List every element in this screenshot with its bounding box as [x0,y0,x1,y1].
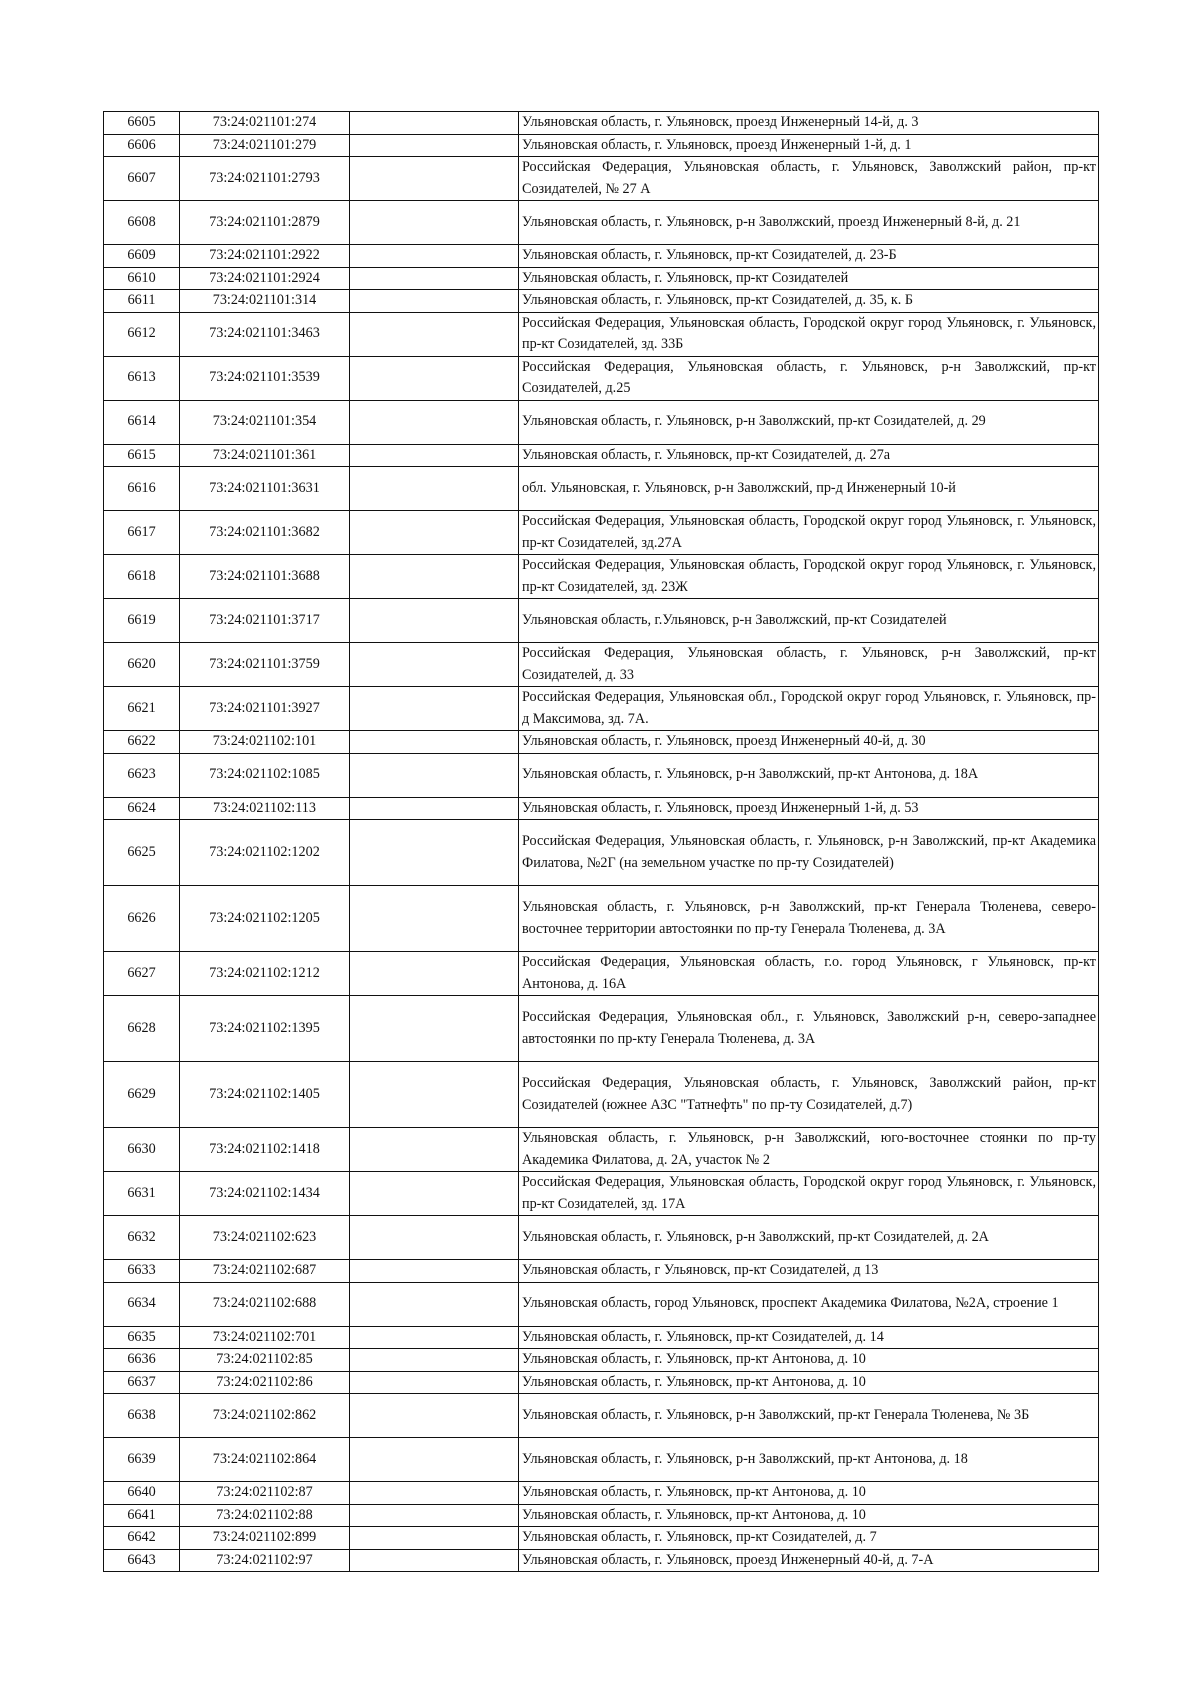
row-number: 6642 [104,1527,180,1550]
cadastral-number: 73:24:021102:101 [180,731,350,754]
row-number: 6626 [104,886,180,952]
row-number: 6625 [104,820,180,886]
empty-cell [350,687,519,731]
address: Ульяновская область, г. Ульяновск, пр-кт Созидателей, д. 23-Б [519,245,1099,268]
address: Ульяновская область, г. Ульяновск, пр-кт Созидателей, д. 14 [519,1326,1099,1349]
table-row [104,1371,1099,1394]
address: Российская Федерация, Ульяновская область, г. Ульяновск, Заволжский район, пр-кт Созидателей (южнее АЗС "Татнефть" по пр-ту Созидателей, д.7) [519,1062,1099,1128]
cadastral-number: 73:24:021102:1205 [180,886,350,952]
address: Ульяновская область, г. Ульяновск, р-н Заволжский, проезд Инженерный 8-й, д. 21 [519,201,1099,245]
table-row [104,952,1099,996]
table-row [104,444,1099,467]
empty-cell [350,1549,519,1572]
cadastral-number: 73:24:021102:1202 [180,820,350,886]
empty-cell [350,1282,519,1326]
address: Ульяновская область, г. Ульяновск, пр-кт Созидателей, д. 35, к. Б [519,290,1099,313]
row-number: 6628 [104,996,180,1062]
table-row [104,1549,1099,1572]
cadastral-number: 73:24:021102:1434 [180,1172,350,1216]
row-number: 6607 [104,157,180,201]
empty-cell [350,820,519,886]
empty-cell [350,467,519,511]
cadastral-number: 73:24:021102:1395 [180,996,350,1062]
address: Ульяновская область, г. Ульяновск, р-н Заволжский, пр-кт Созидателей, д. 29 [519,400,1099,444]
row-number: 6630 [104,1128,180,1172]
cadastral-number: 73:24:021101:2793 [180,157,350,201]
row-number: 6623 [104,753,180,797]
table-row [104,1438,1099,1482]
table-row [104,1326,1099,1349]
cadastral-number: 73:24:021101:3759 [180,643,350,687]
address: Ульяновская область, г. Ульяновск, проезд Инженерный 1-й, д. 53 [519,797,1099,820]
row-number: 6621 [104,687,180,731]
table-row [104,731,1099,754]
address: Российская Федерация, Ульяновская область, г. Ульяновск, р-н Заволжский, пр-кт Созидателей, д. 33 [519,643,1099,687]
cadastral-number: 73:24:021102:701 [180,1326,350,1349]
row-number: 6613 [104,356,180,400]
row-number: 6640 [104,1482,180,1505]
table-row [104,312,1099,356]
address: Ульяновская область, г. Ульяновск, пр-кт Созидателей, д. 27а [519,444,1099,467]
empty-cell [350,1504,519,1527]
table-row [104,201,1099,245]
empty-cell [350,290,519,313]
table-row [104,886,1099,952]
table-row [104,643,1099,687]
row-number: 6631 [104,1172,180,1216]
row-number: 6636 [104,1349,180,1372]
row-number: 6609 [104,245,180,268]
cadastral-number: 73:24:021102:899 [180,1527,350,1550]
cadastral-number: 73:24:021101:3539 [180,356,350,400]
row-number: 6617 [104,511,180,555]
table-row [104,112,1099,135]
address: Российская Федерация, Ульяновская обл., г. Ульяновск, Заволжский р-н, северо-западнее автостоянки по пр-кту Генерала Тюленева, д. 3А [519,996,1099,1062]
address: Российская Федерация, Ульяновская область, г. Ульяновск, Заволжский район, пр-кт Созидателей, № 27 А [519,157,1099,201]
row-number: 6611 [104,290,180,313]
cadastral-number: 73:24:021102:623 [180,1216,350,1260]
row-number: 6622 [104,731,180,754]
address: Ульяновская область, город Ульяновск, проспект Академика Филатова, №2А, строение 1 [519,1282,1099,1326]
cadastral-number: 73:24:021102:1418 [180,1128,350,1172]
address: Ульяновская область, г. Ульяновск, пр-кт Антонова, д. 10 [519,1504,1099,1527]
cadastral-number: 73:24:021102:862 [180,1394,350,1438]
row-number: 6619 [104,599,180,643]
cadastral-number: 73:24:021102:864 [180,1438,350,1482]
cadastral-number: 73:24:021101:279 [180,134,350,157]
cadastral-number: 73:24:021102:86 [180,1371,350,1394]
row-number: 6606 [104,134,180,157]
row-number: 6624 [104,797,180,820]
address: Ульяновская область, г. Ульяновск, р-н Заволжский, юго-восточнее стоянки по пр-ту Академика Филатова, д. 2А, участок № 2 [519,1128,1099,1172]
table-row [104,555,1099,599]
table-row [104,996,1099,1062]
empty-cell [350,952,519,996]
address: Российская Федерация, Ульяновская область, Городской округ город Ульяновск, г. Ульяновск, пр-кт Созидателей, зд. 23Ж [519,555,1099,599]
address: Ульяновская область, г Ульяновск, пр-кт Созидателей, д 13 [519,1260,1099,1283]
row-number: 6633 [104,1260,180,1283]
table-row [104,1172,1099,1216]
table-row [104,1527,1099,1550]
empty-cell [350,245,519,268]
table-row [104,467,1099,511]
empty-cell [350,511,519,555]
address: Ульяновская область, г. Ульяновск, проезд Инженерный 40-й, д. 7-А [519,1549,1099,1572]
cadastral-number: 73:24:021101:3682 [180,511,350,555]
row-number: 6627 [104,952,180,996]
empty-cell [350,1172,519,1216]
table-row [104,134,1099,157]
address: Ульяновская область, г. Ульяновск, пр-кт Созидателей [519,267,1099,290]
empty-cell [350,886,519,952]
row-number: 6616 [104,467,180,511]
table-row [104,1216,1099,1260]
table-row [104,820,1099,886]
empty-cell [350,1482,519,1505]
address: Российская Федерация, Ульяновская область, Городской округ город Ульяновск, г. Ульяновск, пр-кт Созидателей, зд. 17А [519,1172,1099,1216]
cadastral-number: 73:24:021102:688 [180,1282,350,1326]
table-row [104,687,1099,731]
address: Российская Федерация, Ульяновская область, г.о. город Ульяновск, г Ульяновск, пр-кт Антонова, д. 16А [519,952,1099,996]
row-number: 6620 [104,643,180,687]
cadastral-number: 73:24:021102:1405 [180,1062,350,1128]
row-number: 6615 [104,444,180,467]
table-row [104,267,1099,290]
cadastral-table [103,111,1099,1572]
table-row [104,1282,1099,1326]
cadastral-number: 73:24:021102:113 [180,797,350,820]
cadastral-number: 73:24:021102:687 [180,1260,350,1283]
cadastral-number: 73:24:021101:3717 [180,599,350,643]
empty-cell [350,1260,519,1283]
table-row [104,400,1099,444]
address: Ульяновская область, г. Ульяновск, пр-кт Антонова, д. 10 [519,1349,1099,1372]
address: Ульяновская область, г. Ульяновск, проезд Инженерный 40-й, д. 30 [519,731,1099,754]
empty-cell [350,134,519,157]
cadastral-number: 73:24:021102:1212 [180,952,350,996]
row-number: 6629 [104,1062,180,1128]
table-row [104,511,1099,555]
empty-cell [350,356,519,400]
empty-cell [350,797,519,820]
address: Ульяновская область, г. Ульяновск, проезд Инженерный 1-й, д. 1 [519,134,1099,157]
cadastral-number: 73:24:021101:3463 [180,312,350,356]
address: Ульяновская область, г. Ульяновск, пр-кт Созидателей, д. 7 [519,1527,1099,1550]
address: Российская Федерация, Ульяновская обл., Городской округ город Ульяновск, г. Ульяновск, пр-д Максимова, зд. 7А. [519,687,1099,731]
table-row [104,290,1099,313]
address: Ульяновская область, г. Ульяновск, пр-кт Антонова, д. 10 [519,1371,1099,1394]
address: обл. Ульяновская, г. Ульяновск, р-н Заволжский, пр-д Инженерный 10-й [519,467,1099,511]
cadastral-number: 73:24:021102:1085 [180,753,350,797]
row-number: 6641 [104,1504,180,1527]
cadastral-number: 73:24:021101:2879 [180,201,350,245]
empty-cell [350,555,519,599]
row-number: 6635 [104,1326,180,1349]
address: Российская Федерация, Ульяновская область, г. Ульяновск, р-н Заволжский, пр-кт Созидателей, д.25 [519,356,1099,400]
empty-cell [350,1394,519,1438]
row-number: 6643 [104,1549,180,1572]
row-number: 6608 [104,201,180,245]
table-row [104,1128,1099,1172]
table-row [104,245,1099,268]
address: Ульяновская область, г. Ульяновск, проезд Инженерный 14-й, д. 3 [519,112,1099,135]
cadastral-number: 73:24:021102:88 [180,1504,350,1527]
empty-cell [350,1527,519,1550]
cadastral-number: 73:24:021101:2922 [180,245,350,268]
empty-cell [350,753,519,797]
empty-cell [350,1326,519,1349]
empty-cell [350,400,519,444]
row-number: 6639 [104,1438,180,1482]
empty-cell [350,157,519,201]
table-row [104,157,1099,201]
empty-cell [350,267,519,290]
table-row [104,599,1099,643]
empty-cell [350,112,519,135]
address: Ульяновская область, г. Ульяновск, р-н Заволжский, пр-кт Созидателей, д. 2А [519,1216,1099,1260]
cadastral-number: 73:24:021102:87 [180,1482,350,1505]
empty-cell [350,731,519,754]
row-number: 6632 [104,1216,180,1260]
row-number: 6638 [104,1394,180,1438]
empty-cell [350,312,519,356]
table-row [104,1504,1099,1527]
table-body [104,112,1099,1572]
table-row [104,797,1099,820]
table-row [104,1349,1099,1372]
row-number: 6634 [104,1282,180,1326]
table-row [104,356,1099,400]
address: Ульяновская область, г. Ульяновск, р-н Заволжский, пр-кт Генерала Тюленева, № 3Б [519,1394,1099,1438]
empty-cell [350,1216,519,1260]
cadastral-number: 73:24:021101:3688 [180,555,350,599]
address: Российская Федерация, Ульяновская область, г. Ульяновск, р-н Заволжский, пр-кт Академика Филатова, №2Г (на земельном участке по пр-ту Созидателей) [519,820,1099,886]
address: Ульяновская область, г. Ульяновск, р-н Заволжский, пр-кт Антонова, д. 18А [519,753,1099,797]
table-row [104,753,1099,797]
table-row [104,1062,1099,1128]
cadastral-number: 73:24:021101:314 [180,290,350,313]
row-number: 6618 [104,555,180,599]
address: Ульяновская область, г. Ульяновск, р-н Заволжский, пр-кт Антонова, д. 18 [519,1438,1099,1482]
address: Ульяновская область, г.Ульяновск, р-н Заволжский, пр-кт Созидателей [519,599,1099,643]
table-row [104,1394,1099,1438]
empty-cell [350,1128,519,1172]
empty-cell [350,643,519,687]
empty-cell [350,599,519,643]
cadastral-number: 73:24:021102:85 [180,1349,350,1372]
table-row [104,1260,1099,1283]
row-number: 6610 [104,267,180,290]
address: Ульяновская область, г. Ульяновск, р-н Заволжский, пр-кт Генерала Тюленева, северо-восточнее территории автостоянки по пр-ту Генерала Тюленева, д. 3А [519,886,1099,952]
empty-cell [350,996,519,1062]
row-number: 6612 [104,312,180,356]
empty-cell [350,1349,519,1372]
cadastral-number: 73:24:021101:3927 [180,687,350,731]
row-number: 6637 [104,1371,180,1394]
address: Российская Федерация, Ульяновская область, Городской округ город Ульяновск, г. Ульяновск, пр-кт Созидателей, зд.27А [519,511,1099,555]
cadastral-number: 73:24:021101:354 [180,400,350,444]
row-number: 6605 [104,112,180,135]
cadastral-number: 73:24:021101:3631 [180,467,350,511]
empty-cell [350,444,519,467]
cadastral-number: 73:24:021101:274 [180,112,350,135]
row-number: 6614 [104,400,180,444]
cadastral-number: 73:24:021102:97 [180,1549,350,1572]
table-row [104,1482,1099,1505]
cadastral-number: 73:24:021101:2924 [180,267,350,290]
empty-cell [350,201,519,245]
cadastral-number: 73:24:021101:361 [180,444,350,467]
empty-cell [350,1062,519,1128]
address: Ульяновская область, г. Ульяновск, пр-кт Антонова, д. 10 [519,1482,1099,1505]
empty-cell [350,1371,519,1394]
address: Российская Федерация, Ульяновская область, Городской округ город Ульяновск, г. Ульяновск, пр-кт Созидателей, зд. 33Б [519,312,1099,356]
empty-cell [350,1438,519,1482]
